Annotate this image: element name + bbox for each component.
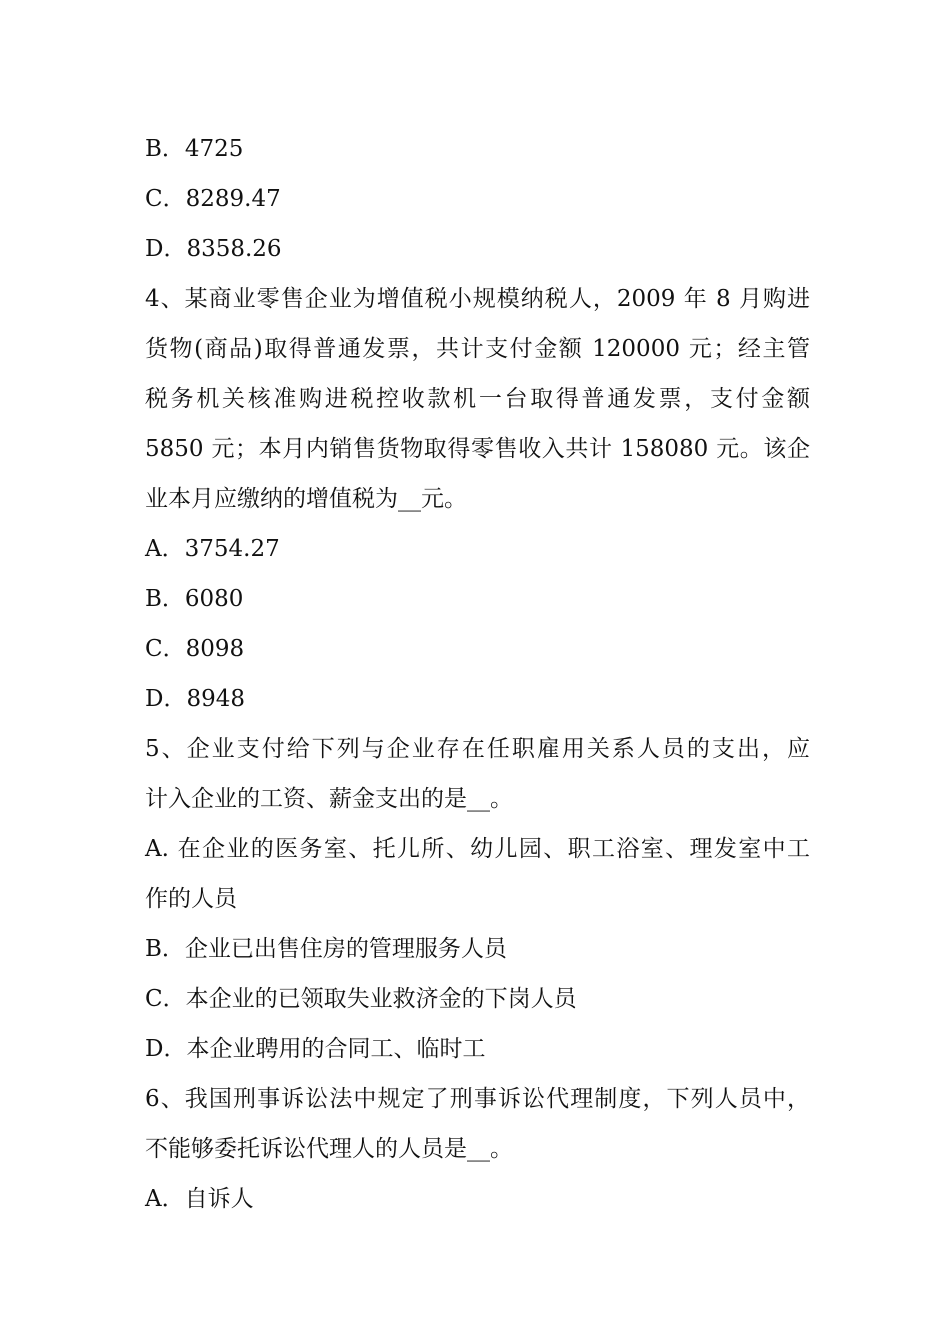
- q4-option-d: D．8948: [145, 686, 245, 712]
- q3-option-c: C．8289.47: [145, 186, 281, 212]
- q5-question-line: 5、企业支付给下列与企业存在任职雇用关系人员的支出，应: [145, 736, 810, 762]
- q4-option-a: A．3754.27: [145, 536, 280, 562]
- q5-option-a: [145, 824, 810, 924]
- q5-option-b: B．企业已出售住房的管理服务人员: [145, 936, 507, 962]
- q5-question: [145, 724, 810, 824]
- q5-option-a-line: 作的人员: [145, 886, 237, 912]
- document-body: [145, 124, 810, 1224]
- q3-option-d: D．8358.26: [145, 236, 282, 262]
- q6-question: [145, 1074, 810, 1174]
- q4-question: [145, 274, 810, 524]
- q4-question-line: 税务机关核准购进税控收款机一台取得普通发票，支付金额: [145, 386, 810, 412]
- q4-question-line: 5850 元；本月内销售货物取得零售收入共计 158080 元。该企: [145, 436, 810, 462]
- q5-option-d: D．本企业聘用的合同工、临时工: [145, 1036, 486, 1062]
- q3-option-b: B．4725: [145, 136, 244, 162]
- q5-option-c: C．本企业的已领取失业救济金的下岗人员: [145, 986, 577, 1012]
- q4-question-line: 业本月应缴纳的增值税为__元。: [145, 486, 467, 512]
- q4-question-line: 4、某商业零售企业为增值税小规模纳税人，2009 年 8 月购进: [145, 286, 810, 312]
- q4-option-b: B．6080: [145, 586, 244, 612]
- q6-question-line: 6、我国刑事诉讼法中规定了刑事诉讼代理制度，下列人员中，: [145, 1086, 810, 1112]
- q4-question-line: 货物(商品)取得普通发票，共计支付金额 120000 元；经主管: [145, 336, 810, 362]
- q5-question-line: 计入企业的工资、薪金支出的是__。: [145, 786, 513, 812]
- q4-option-c: C．8098: [145, 636, 245, 662]
- q6-option-a: A．自诉人: [145, 1186, 254, 1212]
- q5-option-a-line: A. 在企业的医务室、托儿所、幼儿园、职工浴室、理发室中工: [145, 836, 810, 862]
- q6-question-line: 不能够委托诉讼代理人的人员是__。: [145, 1136, 513, 1162]
